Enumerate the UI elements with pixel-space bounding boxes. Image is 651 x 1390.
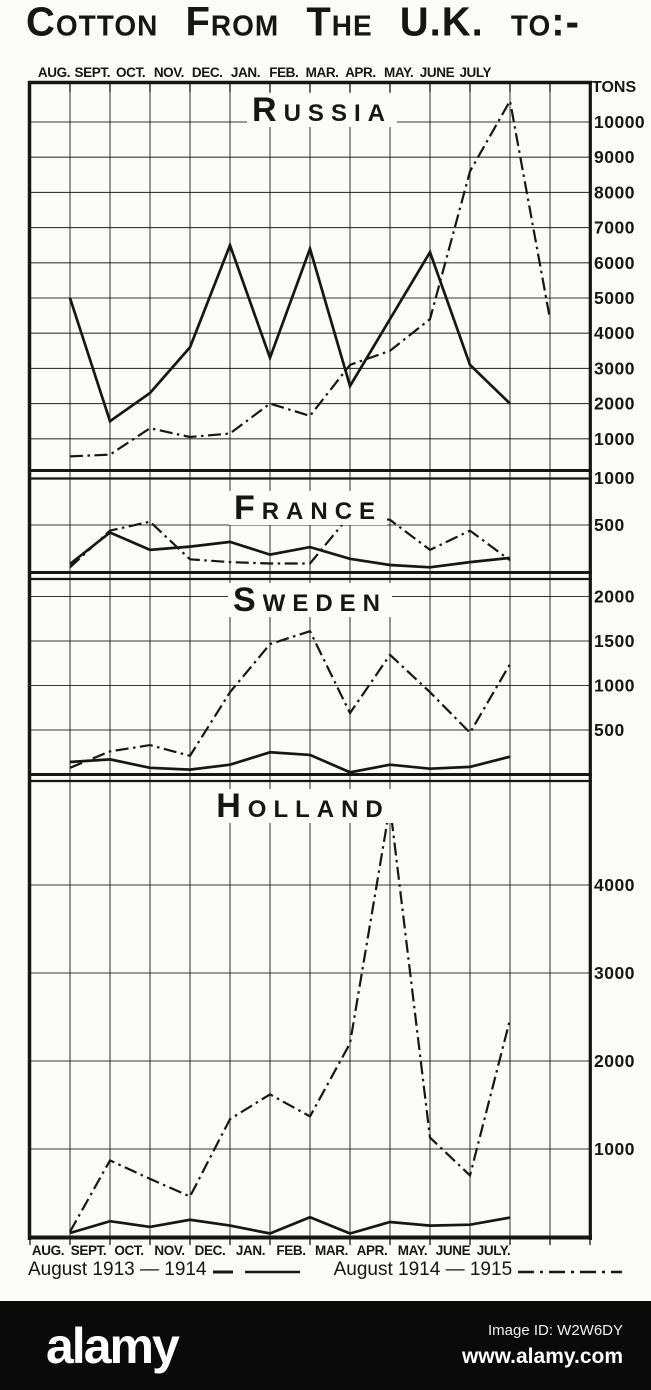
panel-russia: [30, 91, 645, 456]
sweden-1914-15-line: [70, 631, 510, 768]
month-label-top: JULY: [459, 65, 492, 80]
vertical-gridlines: [30, 84, 590, 1245]
month-label-bottom: DEC.: [194, 1243, 226, 1258]
month-label-top: OCT.: [116, 65, 146, 80]
holland-y-axis-tick-label: 3000: [594, 963, 635, 983]
month-label-top: JUNE: [419, 65, 455, 80]
month-label-top: APR.: [345, 65, 376, 80]
month-label-top: SEPT.: [74, 65, 111, 80]
russia-y-axis-tick-label: 6000: [594, 252, 635, 273]
russia-y-axis-tick-label: 9000: [594, 147, 635, 168]
x-axis-labels: [32, 65, 510, 1258]
france-y-axis-tick-label: 1000: [594, 468, 635, 488]
month-label-bottom: NOV.: [154, 1243, 185, 1258]
month-label-top: AUG.: [37, 65, 71, 80]
month-label-top: FEB.: [269, 65, 299, 80]
panel-sweden: [30, 581, 635, 772]
month-label-bottom: MAR.: [315, 1243, 348, 1258]
month-label-bottom: JUNE: [435, 1243, 471, 1258]
panel-holland: [30, 787, 635, 1234]
panel-france: [30, 468, 635, 567]
month-label-bottom: AUG.: [31, 1243, 65, 1258]
panel-title-holland: Holland: [216, 787, 390, 825]
russia-y-axis-tick-label: 1000: [594, 428, 635, 449]
holland-y-axis-tick-label: 1000: [594, 1139, 635, 1159]
month-label-bottom: MAY.: [397, 1243, 428, 1258]
page-title: Cotton From The U.K. to:-: [26, 0, 580, 45]
sweden-y-axis-tick-label: 1500: [594, 631, 635, 651]
legend-solid-line-sample: [211, 1266, 301, 1278]
holland-y-axis-tick-label: 2000: [594, 1051, 635, 1071]
alamy-logo: alamy: [46, 1317, 178, 1374]
month-label-bottom: SEPT.: [70, 1243, 107, 1258]
holland-1914-15-line: [70, 806, 510, 1232]
month-label-top: JAN.: [230, 65, 261, 80]
month-label-bottom: JULY.: [476, 1243, 511, 1258]
watermark-bar: [0, 1301, 651, 1390]
panel-title-russia: Russia: [252, 91, 392, 129]
sweden-y-axis-tick-label: 500: [594, 720, 625, 740]
chart-legend: [28, 1259, 628, 1281]
russia-y-axis-tick-label: 10000: [594, 112, 646, 132]
watermark-info: [462, 1322, 623, 1369]
holland-1913-14-line: [70, 1217, 510, 1233]
russia-y-axis-tick-label: 3000: [594, 358, 635, 379]
month-label-top: NOV.: [153, 65, 184, 80]
russia-y-axis-tick-label: 8000: [594, 182, 635, 203]
sweden-y-axis-tick-label: 2000: [594, 586, 635, 607]
sweden-1913-14-line: [70, 752, 510, 772]
legend-series2-label: August 1914 — 1915: [333, 1259, 513, 1280]
legend-series1-label: August 1913 — 1914: [28, 1259, 207, 1280]
month-label-bottom: APR.: [356, 1243, 388, 1258]
month-label-bottom: OCT.: [114, 1243, 144, 1258]
alamy-url-text: www.alamy.com: [461, 1345, 623, 1368]
russia-y-axis-tick-label: 4000: [594, 323, 635, 344]
legend-dashdot-line-sample: [516, 1266, 622, 1278]
russia-y-axis-tick-label: 7000: [594, 217, 635, 238]
panel-title-france: France: [233, 489, 383, 527]
france-y-axis-tick-label: 500: [594, 515, 625, 535]
russia-y-axis-tick-label: 5000: [594, 288, 635, 308]
month-label-bottom: JAN.: [235, 1243, 266, 1258]
france-1913-14-line: [70, 533, 510, 568]
holland-y-axis-tick-label: 4000: [594, 875, 635, 895]
month-label-top: MAR.: [305, 65, 339, 80]
image-id-text: Image ID: W2W6DY: [487, 1322, 623, 1339]
russia-y-axis-tick-label: 2000: [594, 393, 635, 414]
sweden-y-axis-tick-label: 1000: [594, 675, 635, 696]
month-label-top: DEC.: [191, 65, 223, 80]
month-label-top: MAY.: [383, 65, 414, 80]
panel-title-sweden: Sweden: [232, 581, 388, 619]
y-axis-unit-label: TONS: [592, 79, 637, 96]
month-label-bottom: FEB.: [276, 1243, 306, 1258]
